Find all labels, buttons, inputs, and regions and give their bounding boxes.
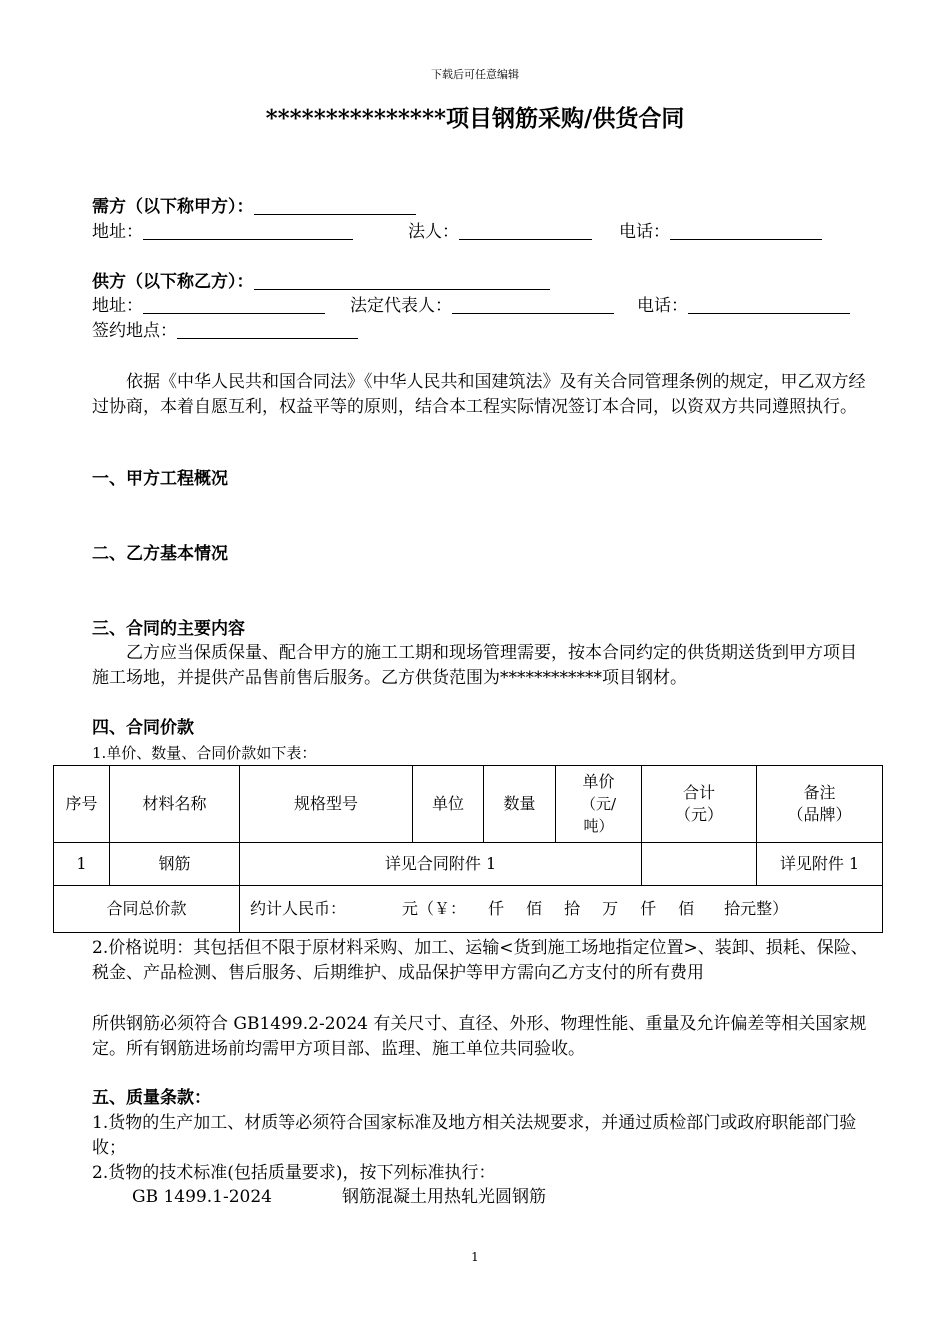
header-total-line-2: （元） xyxy=(674,805,723,824)
header-remark-line-2: （品牌） xyxy=(787,805,852,824)
contract-title: ***************项目钢筋采购/供货合同 xyxy=(265,105,685,132)
header-total xyxy=(642,766,757,843)
page-number: 1 xyxy=(471,1250,479,1264)
party-b-line xyxy=(92,270,550,294)
total-text-qian-1: 仟 xyxy=(488,899,505,918)
header-unit: 单位 xyxy=(413,766,484,843)
table-intro: 1.单价、数量、合同价款如下表： xyxy=(92,744,317,762)
price-table xyxy=(53,765,883,933)
party-a-phone-label: 电话： xyxy=(619,222,670,242)
total-amount-text[interactable] xyxy=(240,886,883,933)
party-b-address-field[interactable] xyxy=(143,295,325,314)
party-b-phone-line xyxy=(637,294,850,318)
party-b-address-line xyxy=(92,294,325,318)
section-5-title: 五、质量条款： xyxy=(92,1088,211,1108)
row-remark: 详见附件 1 xyxy=(757,843,883,886)
quality-item-1: 1.货物的生产加工、材质等必须符合国家标准及地方相关法规要求，并通过质检部门或政府职能部门验收； xyxy=(92,1113,857,1158)
party-b-legal-rep-label: 法定代表人： xyxy=(350,296,452,316)
party-a-phone-line xyxy=(619,220,822,244)
party-a-address-field[interactable] xyxy=(143,221,353,240)
party-b-legal-rep-line xyxy=(350,294,614,318)
party-a-label: 需方（以下称甲方）： xyxy=(92,197,254,217)
section-3-title: 三、合同的主要内容 xyxy=(92,619,245,639)
section-3-body: 乙方应当保质保量、配合甲方的施工工期和现场管理需要，按本合同约定的供货期送货到甲方项目施工场地，并提供产品售前售后服务。乙方供货范围为************项目钢材。 xyxy=(92,643,857,688)
row-material: 钢筋 xyxy=(110,843,240,886)
header-unit-price-line-2: （元/ xyxy=(580,795,617,813)
header-unit-price-line-3: 吨） xyxy=(583,817,614,835)
header-note: 下载后可任意编辑 xyxy=(431,68,519,81)
total-text-qian-2: 仟 xyxy=(640,899,657,918)
party-b-phone-label: 电话： xyxy=(637,296,688,316)
header-material: 材料名称 xyxy=(110,766,240,843)
table-header-row xyxy=(54,766,883,843)
sign-place-field[interactable] xyxy=(177,320,358,339)
sign-place-line xyxy=(92,319,358,343)
quality-item-2: 2.货物的技术标准(包括质量要求)，按下列标准执行： xyxy=(92,1163,496,1183)
party-b-name-field[interactable] xyxy=(254,271,550,290)
table-row xyxy=(54,843,883,886)
intro-paragraph: 依据《中华人民共和国合同法》《中华人民共和国建筑法》及有关合同管理条例的规定，甲乙双方经过协商，本着自愿互利，权益平等的原则，结合本工程实际情况签订本合同，以资双方共同遵照执行。 xyxy=(92,372,866,417)
party-a-address-line xyxy=(92,220,353,244)
party-a-name-field[interactable] xyxy=(254,196,416,215)
table-total-row xyxy=(54,886,883,933)
header-spec: 规格型号 xyxy=(240,766,413,843)
total-text-wan: 万 xyxy=(602,899,619,918)
standard-name: 钢筋混凝土用热轧光圆钢筋 xyxy=(342,1187,546,1207)
header-unit-price xyxy=(556,766,642,843)
standard-note: 所供钢筋必须符合 GB1499.2-2024 有关尺寸、直径、外形、物理性能、重量及允许偏差等相关国家规定。所有钢筋进场前均需甲方项目部、监理、施工单位共同验收。 xyxy=(92,1014,867,1059)
party-a-legal-person-label: 法人： xyxy=(408,222,459,242)
total-text-bai-2: 佰 xyxy=(678,899,695,918)
standard-code: GB 1499.1-2024 xyxy=(132,1187,272,1207)
party-a-phone-field[interactable] xyxy=(670,221,822,240)
header-qty: 数量 xyxy=(484,766,556,843)
row-no: 1 xyxy=(54,843,110,886)
section-4-title: 四、合同价款 xyxy=(92,718,194,738)
total-text-shi-1: 拾 xyxy=(564,899,581,918)
section-1-title: 一、甲方工程概况 xyxy=(92,469,228,489)
row-spec: 详见合同附件 1 xyxy=(240,843,642,886)
party-b-address-label: 地址： xyxy=(92,296,143,316)
total-label: 合同总价款 xyxy=(54,886,240,933)
total-text-bai-1: 佰 xyxy=(526,899,543,918)
row-total-cell[interactable] xyxy=(642,843,757,886)
header-no: 序号 xyxy=(54,766,110,843)
total-text-shi-yuan: 拾元整） xyxy=(724,899,789,918)
party-b-label: 供方（以下称乙方）： xyxy=(92,272,254,292)
party-a-address-label: 地址： xyxy=(92,222,143,242)
total-text-yuan: 元（￥： xyxy=(402,899,467,918)
sign-place-label: 签约地点： xyxy=(92,321,177,341)
header-remark xyxy=(757,766,883,843)
party-b-phone-field[interactable] xyxy=(688,295,850,314)
section-2-title: 二、乙方基本情况 xyxy=(92,544,228,564)
header-unit-price-line-1: 单价 xyxy=(582,772,615,791)
party-a-legal-person-line xyxy=(408,220,592,244)
party-a-legal-person-field[interactable] xyxy=(459,221,592,240)
header-total-line-1: 合计 xyxy=(682,783,715,802)
total-text-rmb: 约计人民币： xyxy=(250,899,347,918)
price-note: 2.价格说明：其包括但不限于原材料采购、加工、运输<货到施工场地指定位置>、装卸、损耗、保险、税金、产品检测、售后服务、后期维护、成品保护等甲方需向乙方支付的所有费用 xyxy=(92,938,868,983)
party-a-line xyxy=(92,195,416,219)
party-b-legal-rep-field[interactable] xyxy=(452,295,614,314)
header-remark-line-1: 备注 xyxy=(803,783,836,802)
